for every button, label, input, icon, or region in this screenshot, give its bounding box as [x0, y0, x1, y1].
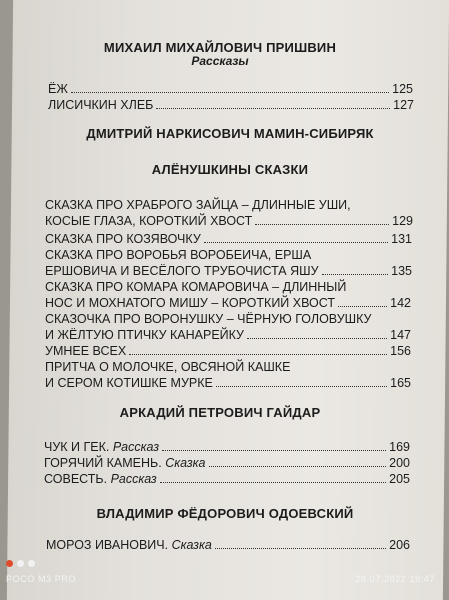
dot-leader: [247, 338, 387, 339]
entry-genre: Сказка: [171, 538, 212, 552]
entry-title-text: СОВЕСТЬ.: [44, 472, 108, 486]
toc-entry: [44, 456, 410, 470]
author-heading: АРКАДИЙ ПЕТРОВИЧ ГАЙДАР: [119, 405, 321, 420]
entry-title-line: СКАЗКА ПРО ХРАБРОГО ЗАЙЦА – ДЛИННЫЕ УШИ,: [45, 198, 351, 212]
entry-title: УМНЕЕ ВСЕХ: [45, 344, 127, 358]
entry-title-line: НОС И МОХНАТОГО МИШУ – КОРОТКИЙ ХВОСТ: [45, 296, 335, 310]
entry-page: 200: [389, 456, 410, 470]
entry-title: СКАЗКА ПРО КОЗЯВОЧКУ: [45, 232, 201, 246]
entry-title: [44, 456, 206, 470]
toc-entry: [48, 98, 414, 112]
entry-page: 131: [391, 232, 412, 246]
entry-page: 147: [390, 328, 411, 342]
entry-genre: Рассказ: [110, 472, 157, 486]
entry-page: 206: [389, 538, 410, 552]
entry-page: 169: [389, 440, 410, 454]
watermark-dot-icon: [17, 560, 24, 567]
camera-watermark-datetime: 28.07.2022 19:47: [355, 574, 435, 584]
camera-watermark-device: POCO M3 PRO: [6, 574, 77, 584]
toc-entry: [45, 232, 412, 246]
entry-title-line: ПРИТЧА О МОЛОЧКЕ, ОВСЯНОЙ КАШКЕ: [45, 360, 291, 374]
toc-entry: [45, 328, 411, 342]
entry-page: 165: [390, 376, 411, 390]
dot-leader: [160, 482, 386, 483]
entry-title-line: СКАЗОЧКА ПРО ВОРОНУШКУ – ЧЁРНУЮ ГОЛОВУШКУ: [45, 312, 372, 326]
entry-title: [46, 538, 212, 552]
toc-entry: [45, 296, 411, 310]
dot-leader: [129, 354, 387, 355]
entry-title: ЁЖ: [48, 82, 68, 96]
entry-page: 142: [390, 296, 411, 310]
dot-leader: [71, 92, 389, 93]
dot-leader: [162, 450, 386, 451]
dot-leader: [216, 386, 387, 387]
entry-title: [44, 440, 159, 454]
toc-entry: [46, 538, 410, 552]
toc-entry: [45, 214, 413, 228]
author-heading: МИХАИЛ МИХАЙЛОВИЧ ПРИШВИН: [103, 40, 337, 55]
entry-title-line: И СЕРОМ КОТИШКЕ МУРКЕ: [45, 376, 213, 390]
toc-entry: [44, 472, 410, 486]
entry-title-line: КОСЫЕ ГЛАЗА, КОРОТКИЙ ХВОСТ: [45, 214, 253, 228]
entry-title-line: ЕРШОВИЧА И ВЕСЁЛОГО ТРУБОЧИСТА ЯШУ: [45, 264, 319, 278]
entry-title-text: МОРОЗ ИВАНОВИЧ.: [46, 538, 169, 552]
dot-leader: [322, 274, 389, 275]
entry-genre: Сказка: [165, 456, 206, 470]
dot-leader: [156, 108, 390, 109]
author-heading: ВЛАДИМИР ФЁДОРОВИЧ ОДОЕВСКИЙ: [96, 506, 354, 521]
dot-leader: [215, 548, 386, 549]
entry-title-text: ЧУК И ГЕК.: [44, 440, 110, 454]
toc-entry: [45, 344, 411, 358]
entry-page: 205: [389, 472, 410, 486]
entry-genre: Рассказ: [112, 440, 160, 454]
toc-entry: [44, 440, 410, 454]
watermark-dot-icon: [28, 560, 35, 567]
entry-page: 129: [392, 214, 413, 228]
camera-watermark-dots: [6, 560, 35, 567]
toc-entry: [48, 82, 413, 96]
entry-title-line: СКАЗКА ПРО КОМАРА КОМАРОВИЧА – ДЛИННЫЙ: [45, 280, 347, 294]
entry-page: 127: [393, 98, 414, 112]
dot-leader: [204, 242, 388, 243]
dot-leader: [209, 466, 387, 467]
entry-title-line: И ЖЁЛТУЮ ПТИЧКУ КАНАРЕЙКУ: [45, 328, 244, 342]
entry-title-line: СКАЗКА ПРО ВОРОБЬЯ ВОРОБЕИЧА, ЕРША: [45, 248, 312, 262]
collection-heading: АЛЁНУШКИНЫ СКАЗКИ: [151, 162, 309, 177]
entry-page: 156: [390, 344, 411, 358]
dot-leader: [338, 306, 387, 307]
section-subtitle: Рассказы: [191, 54, 249, 68]
entry-page: 125: [392, 82, 413, 96]
toc-entry: [45, 264, 412, 278]
author-heading: ДМИТРИЙ НАРКИСОВИЧ МАМИН-СИБИРЯК: [86, 126, 374, 141]
toc-entry: [45, 376, 411, 390]
entry-title-text: ГОРЯЧИЙ КАМЕНЬ.: [44, 456, 162, 470]
dot-leader: [255, 224, 389, 225]
entry-title: ЛИСИЧКИН ХЛЕБ: [48, 98, 154, 112]
watermark-dot-icon: [6, 560, 13, 567]
entry-title: [44, 472, 157, 486]
entry-page: 135: [391, 264, 412, 278]
